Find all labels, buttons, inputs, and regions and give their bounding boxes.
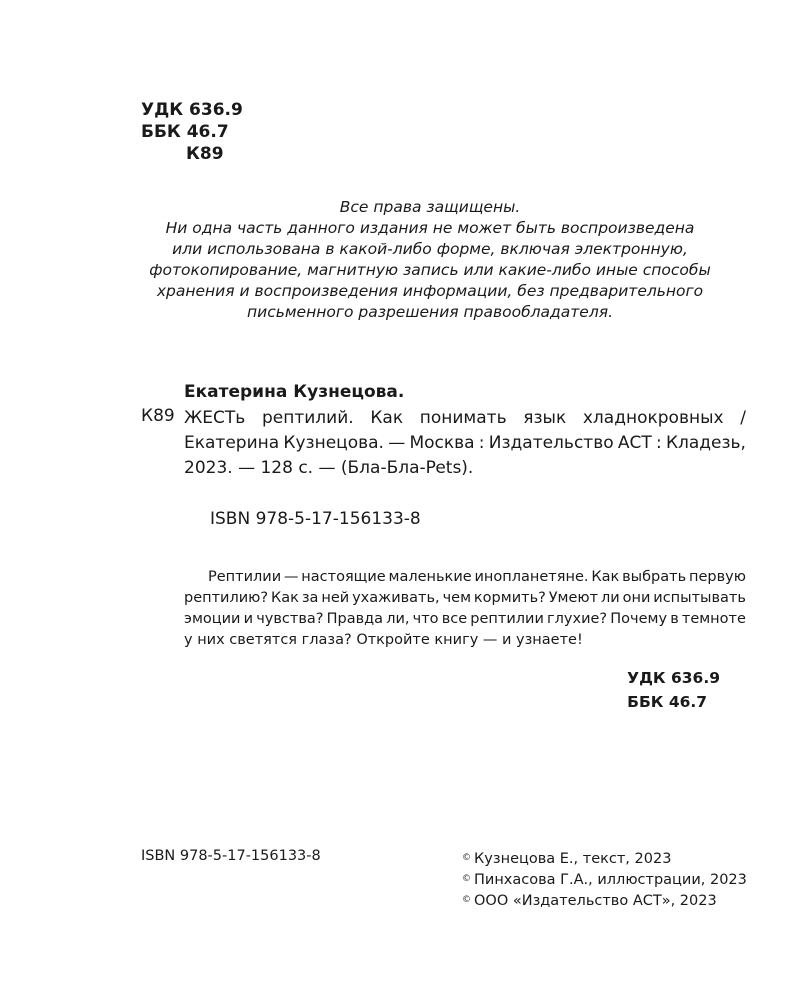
word: Кладезь, (665, 433, 746, 453)
word: они (622, 590, 651, 606)
annotation-line-2 (184, 588, 746, 609)
word: Москва (409, 433, 475, 453)
copyright-symbol: © (462, 895, 471, 905)
copyright-line (462, 848, 747, 869)
author-heading: Екатерина Кузнецова. (184, 382, 405, 402)
bbk-code: ББК 46.7 (141, 122, 229, 142)
copyright-symbol: © (462, 853, 471, 863)
rights-notice (130, 197, 730, 323)
word: рептилий. (261, 408, 354, 428)
word: что (412, 611, 439, 627)
word: рептилию? (184, 590, 269, 606)
word: испытывать (653, 590, 746, 606)
word: — (283, 569, 299, 585)
word: Издательство (488, 433, 614, 453)
bbk-code-bottom: ББК 46.7 (627, 693, 708, 711)
bibliographic-description (184, 406, 746, 481)
word: Рептилии (208, 569, 282, 585)
word: маленькие (388, 569, 472, 585)
word: ухаживать, (352, 590, 440, 606)
annotation-line-4: у них светятся глаза? Откройте книгу — и узнаете! (184, 632, 583, 648)
copyright-symbol: © (462, 874, 471, 884)
copyright-text: Кузнецова Е., текст, 2023 (474, 851, 672, 867)
word: рептилии (470, 611, 544, 627)
biblio-line-1 (184, 406, 746, 431)
annotation (184, 567, 746, 651)
author-mark: К89 (186, 144, 224, 164)
word: первую (688, 569, 746, 585)
word: Умеют (548, 590, 599, 606)
word: за (301, 590, 319, 606)
word: Кузнецова. (283, 433, 384, 453)
word: настоящие (301, 569, 386, 585)
copyright-text: Пинхасова Г.А., иллюстрации, 2023 (474, 872, 747, 888)
rights-line: Все права защищены. (339, 198, 521, 216)
biblio-line-3: 2023. — 128 с. — (Бла-Бла-Pets). (184, 458, 474, 478)
word: кормить? (473, 590, 546, 606)
record-author-mark: К89 (141, 406, 175, 426)
copyright-block (462, 848, 747, 911)
word: Как (270, 590, 299, 606)
copyright-line (462, 869, 747, 890)
word: хладнокровных (582, 408, 724, 428)
word: Правда (326, 611, 384, 627)
rights-line: или использована в какой-либо форме, включая электронную, (172, 240, 688, 258)
udk-code: УДК 636.9 (141, 100, 243, 120)
classification-block-bottom (627, 666, 720, 714)
word: глухие? (547, 611, 608, 627)
word: ли (600, 590, 620, 606)
annotation-line-1 (184, 567, 746, 588)
word: Как (591, 569, 620, 585)
word: Как (370, 408, 404, 428)
word: инопланетяне. (474, 569, 589, 585)
word: ней (321, 590, 350, 606)
word: : (478, 433, 485, 453)
word: / (740, 408, 746, 428)
word: Екатерина (184, 433, 280, 453)
word: эмоции (184, 611, 241, 627)
biblio-line-2 (184, 431, 746, 456)
word: ли, (386, 611, 410, 627)
word: в (670, 611, 679, 627)
word: темноте (681, 611, 746, 627)
isbn-footer: ISBN 978-5-17-156133-8 (141, 848, 321, 864)
word: ЖЕСТь (184, 408, 246, 428)
isbn-record: ISBN 978-5-17-156133-8 (210, 509, 421, 529)
word: язык (523, 408, 567, 428)
word: — (388, 433, 406, 453)
rights-line: фотокопирование, магнитную запись или какие-либо иные способы (149, 261, 711, 279)
annotation-line-3 (184, 609, 746, 630)
word: все (441, 611, 468, 627)
classification-block-top (141, 99, 243, 165)
rights-line: хранения и воспроизведения информации, без предварительного (156, 282, 704, 300)
rights-line: Ни одна часть данного издания не может быть воспроизведена (165, 219, 695, 237)
word: чем (442, 590, 472, 606)
word: : (655, 433, 662, 453)
copyright-line (462, 890, 747, 911)
word: выбрать (622, 569, 687, 585)
word: АСТ (617, 433, 652, 453)
word: и (243, 611, 254, 627)
udk-code-bottom: УДК 636.9 (627, 669, 720, 687)
copyright-text: ООО «Издательство АСТ», 2023 (474, 893, 717, 909)
rights-line: письменного разрешения правообладателя. (246, 303, 613, 321)
word: Почему (610, 611, 668, 627)
word: понимать (419, 408, 507, 428)
word: чувства? (256, 611, 324, 627)
